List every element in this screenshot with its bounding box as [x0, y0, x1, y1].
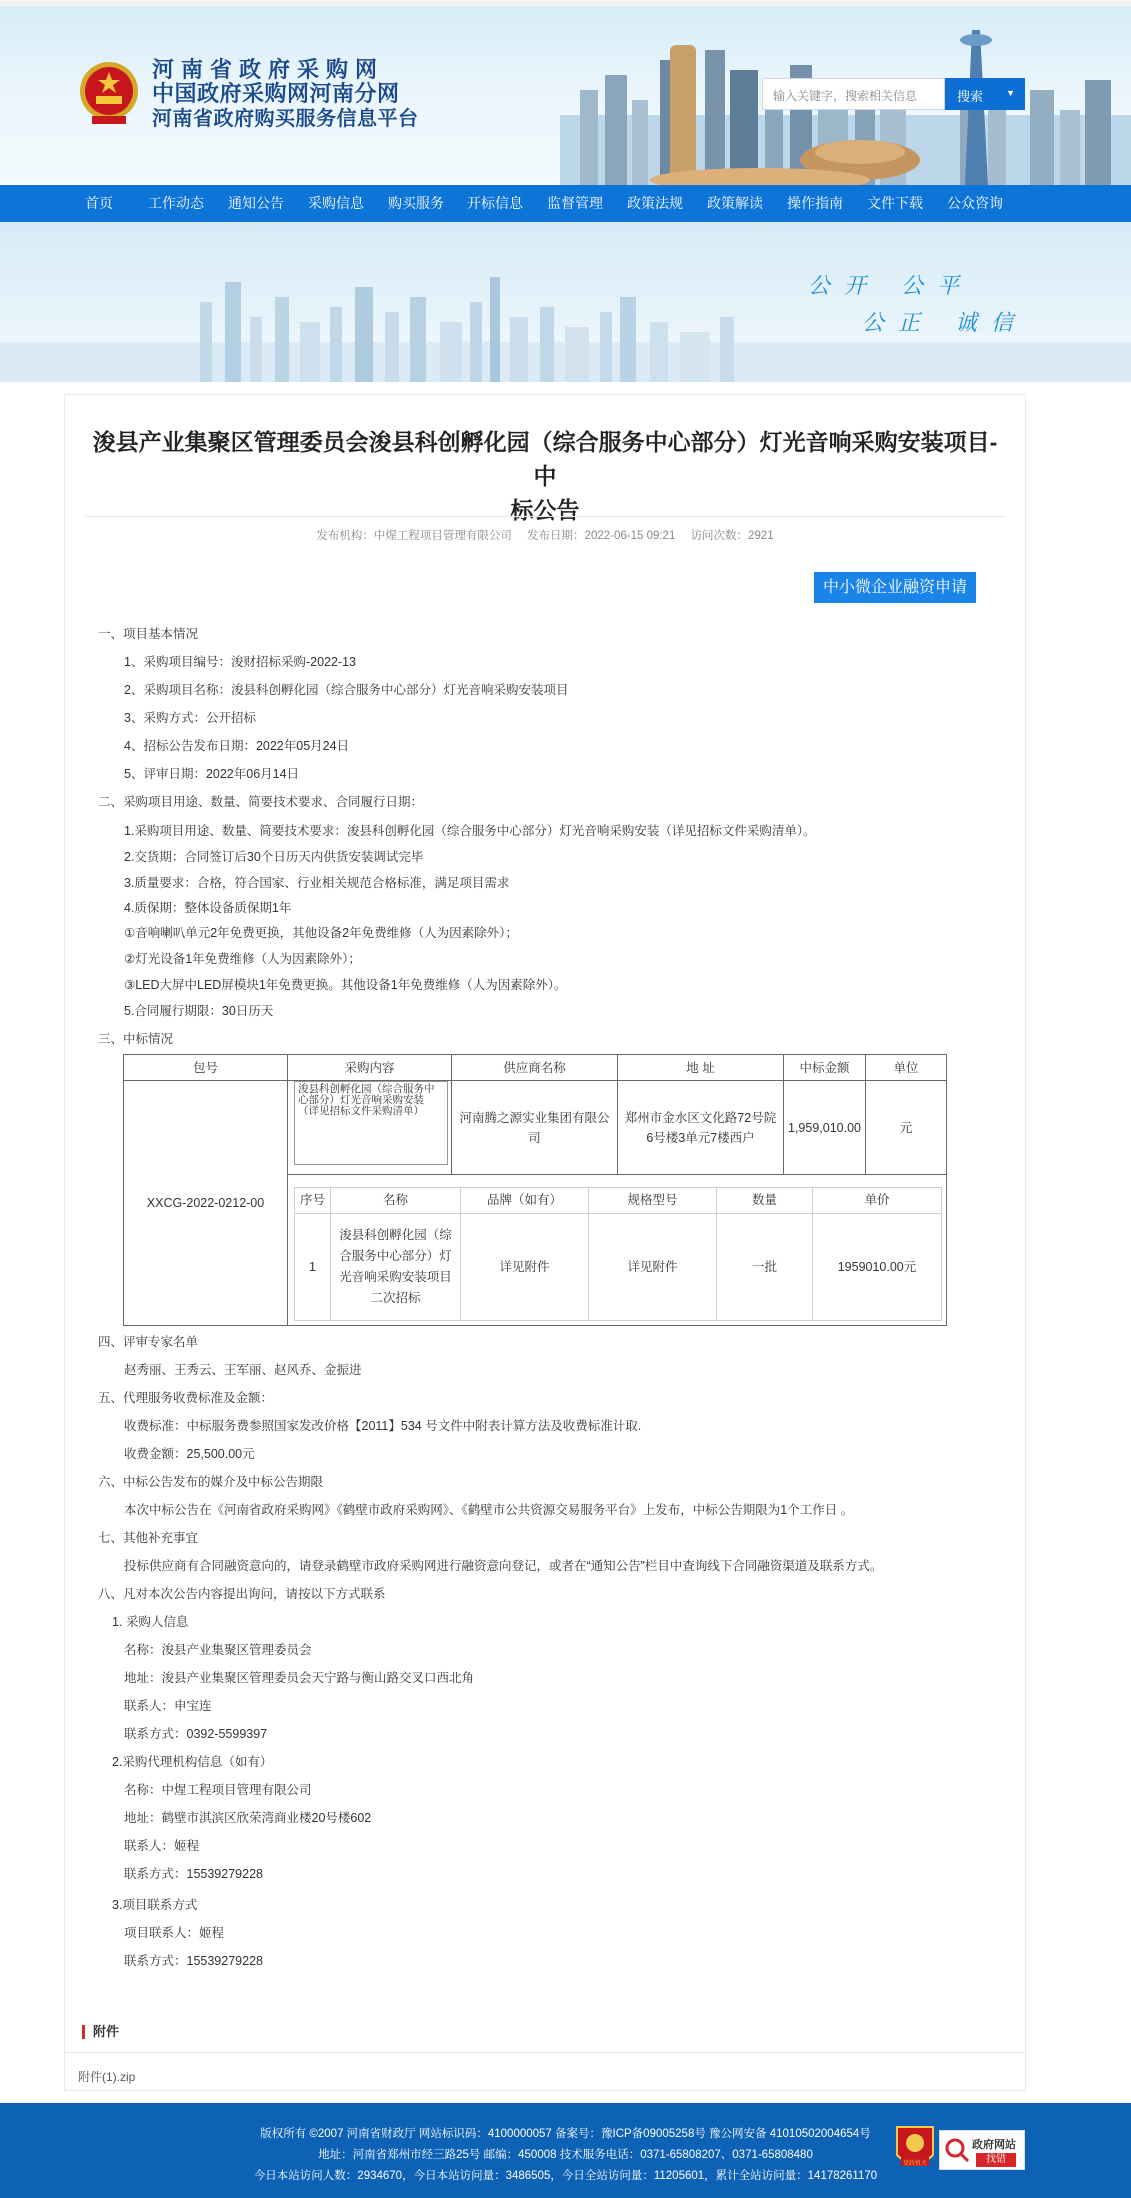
sub-cell-spec: 详见附件	[589, 1214, 717, 1320]
footer-copyright: 版权所有 ©2007 河南省财政厅 网站标识码：4100000057 备案号：豫ICP备09005258号 豫公网安备 41010502004654号	[260, 2128, 871, 2140]
national-emblem-icon	[78, 58, 140, 128]
body-line: 投标供应商有合同融资意向的，请登录鹤壁市政府采购网进行融资意向登记，或者在“通知公告”栏目中查询线下合同融资渠道及联系方式。	[124, 1559, 883, 1573]
visit-count: 访问次数：2921	[690, 530, 774, 542]
logo-line-3: 河南省政府购买服务信息平台	[152, 106, 419, 130]
nav-item-policy-interpretation[interactable]: 政策解读	[707, 195, 763, 211]
body-line: 联系人：申宝连	[124, 1699, 212, 1713]
publisher: 发布机构：中煋工程项目管理有限公司	[316, 530, 512, 542]
sub-heading: 1. 采购人信息	[112, 1615, 189, 1629]
gov-website-error-report-badge[interactable]	[939, 2130, 1025, 2170]
nav-item-bid-opening[interactable]: 开标信息	[467, 195, 523, 211]
article-title	[85, 425, 1005, 527]
body-line: 4.质保期：整体设备质保期1年	[124, 901, 292, 915]
top-strip	[0, 0, 1131, 6]
body-line: 3.质量要求：合格，符合国家、行业相关规范合格标准，满足项目需求	[124, 876, 510, 890]
sub-header-cell: 品牌（如有）	[461, 1188, 589, 1214]
nav-item-guide[interactable]: 操作指南	[787, 195, 843, 211]
sub-cell-brand: 详见附件	[461, 1214, 589, 1320]
body-line: 5、评审日期：2022年06月14日	[124, 767, 300, 781]
nav-item-purchase-services[interactable]: 购买服务	[388, 195, 444, 211]
sub-header-cell: 规格型号	[589, 1188, 717, 1214]
site-header	[0, 0, 1131, 185]
finance-apply-button[interactable]: 中小微企业融资申请	[814, 572, 976, 603]
attachment-link[interactable]: 附件(1).zip	[78, 2070, 136, 2084]
magnifier-icon	[944, 2137, 970, 2163]
divider	[64, 2052, 1026, 2053]
article-title-line-2: 标公告	[510, 497, 580, 523]
badge-label: 党政机关	[902, 2160, 928, 2167]
slogan-line-1: 公开 公平	[808, 274, 973, 299]
nav-item-policies[interactable]: 政策法规	[627, 195, 683, 211]
body-line: 赵秀丽、王秀云、王军丽、赵风乔、金振进	[124, 1363, 362, 1377]
body-line: 联系方式：15539279228	[124, 1867, 263, 1881]
footer-address: 地址：河南省郑州市经三路25号 邮编：450008 技术服务电话：0371-65808207、0371-65808480	[318, 2149, 813, 2161]
body-line: 名称：浚县产业集聚区管理委员会	[124, 1643, 312, 1657]
party-government-badge-icon[interactable]	[893, 2125, 937, 2173]
unit-cell: 元	[866, 1081, 946, 1175]
body-line: ②灯光设备1年免费维修（人为因素除外）；	[124, 952, 361, 966]
sub-heading: 2.采购代理机构信息（如有）	[112, 1755, 273, 1769]
main-nav	[0, 185, 1131, 222]
sub-header-cell: 单价	[813, 1188, 941, 1214]
nav-item-procurement-info[interactable]: 采购信息	[308, 195, 364, 211]
section-heading: 二、采购项目用途、数量、简要技术要求、合同履行日期：	[98, 795, 424, 809]
article-title-line-1: 浚县产业集聚区管理委员会浚县科创孵化园（综合服务中心部分）灯光音响采购安装项目-中	[92, 429, 998, 489]
search-input[interactable]: 输入关键字，搜索相关信息	[762, 78, 945, 110]
table-header-cell: 中标金额	[784, 1055, 866, 1081]
body-line: 收费标准：中标服务费参照国家发改价格【2011】534 号文件中附表计算方法及收费标准计取.	[124, 1419, 642, 1433]
body-line: 2.交货期：合同签订后30个日历天内供货安装调试完毕	[124, 850, 424, 864]
logo-line-1: 河南省政府采购网	[152, 57, 385, 83]
body-line: 2、采购项目名称：浚县科创孵化园（综合服务中心部分）灯光音响采购安装项目	[124, 683, 569, 697]
address-cell: 郑州市金水区文化路72号院6号楼3单元7楼西户	[618, 1081, 784, 1175]
body-line: 项目联系人：姬程	[124, 1926, 225, 1940]
table-header-cell: 供应商名称	[452, 1055, 618, 1081]
nav-item-downloads[interactable]: 文件下载	[867, 195, 923, 211]
nav-item-home[interactable]: 首页	[85, 195, 113, 211]
nav-item-consultation[interactable]: 公众咨询	[947, 195, 1003, 211]
body-line: 联系方式：15539279228	[124, 1954, 263, 1968]
table-header-cell: 采购内容	[288, 1055, 452, 1081]
sub-cell-quantity: 一批	[717, 1214, 813, 1320]
body-line: 1、采购项目编号：浚财招标采购-2022-13	[124, 655, 356, 669]
body-line: 3、采购方式：公开招标	[124, 711, 256, 725]
body-line: 4、招标公告发布日期：2022年05月24日	[124, 739, 350, 753]
site-logo-text[interactable]	[152, 58, 419, 130]
publish-date: 发布日期：2022-06-15 09:21	[527, 530, 676, 542]
table-header-cell: 单位	[866, 1055, 946, 1081]
search-button-label: 搜索	[957, 89, 984, 104]
section-heading: 七、其他补充事宜	[98, 1531, 199, 1545]
attachment-heading: 附件	[82, 2025, 119, 2039]
sub-header-cell: 序号	[295, 1188, 331, 1214]
body-line: ③LED大屏中LED屏模块1年免费更换。其他设备1年免费维修（人为因素除外）。	[124, 978, 567, 992]
footer-stats: 今日本站访问人数：2934670，今日本站访问量：3486505，今日全站访问量：11205601，累计全站访问量：14178261170	[253, 2170, 878, 2182]
section-heading: 三、中标情况	[98, 1032, 174, 1046]
body-line: 5.合同履行期限：30日历天	[124, 1004, 274, 1018]
body-line: 1.采购项目用途、数量、简要技术要求：浚县科创孵化园（综合服务中心部分）灯光音响采购安装（详见招标文件采购清单）。	[124, 824, 816, 838]
section-heading: 四、评审专家名单	[98, 1335, 199, 1349]
badge-title: 政府网站	[972, 2139, 1016, 2151]
body-line: 地址：鹤壁市淇滨区欣荣湾商业楼20号楼602	[124, 1811, 372, 1825]
search-button[interactable]	[945, 78, 1025, 110]
table-header-cell: 包号	[124, 1055, 288, 1081]
section-heading: 八、凡对本次公告内容提出询问，请按以下方式联系	[98, 1587, 386, 1601]
section-heading: 五、代理服务收费标准及金额：	[98, 1391, 274, 1405]
sub-cell-name: 浚县科创孵化园（综合服务中心部分）灯光音响采购安装项目二次招标	[331, 1214, 461, 1320]
nav-item-notices[interactable]: 通知公告	[228, 195, 284, 211]
logo-line-2: 中国政府采购网河南分网	[152, 81, 400, 107]
article-meta	[85, 516, 1005, 543]
sub-header-cell: 名称	[331, 1188, 461, 1214]
body-line: ①音响喇叭单元2年免费更换，其他设备2年免费维修（人为因素除外）；	[124, 926, 518, 940]
section-heading: 一、项目基本情况	[98, 627, 199, 641]
body-line: 联系方式：0392-5599397	[124, 1727, 268, 1741]
sub-cell-price: 1959010.00元	[837, 1259, 917, 1274]
content-textarea[interactable]: 浚县科创孵化园（综合服务中心部分）灯光音响采购安装（详见招标文件采购清单）	[294, 1081, 448, 1165]
section-heading: 六、中标公告发布的媒介及中标公告期限	[98, 1475, 324, 1489]
sub-header-cell: 数量	[717, 1188, 813, 1214]
table-header-cell: 地 址	[618, 1055, 784, 1081]
body-line: 联系人：姬程	[124, 1839, 200, 1853]
slogan-line-2: 公正 诚信	[862, 311, 1027, 336]
award-result-table	[123, 1054, 947, 1326]
body-line: 本次中标公告在《河南省政府采购网》《鹤壁市政府采购网》、《鹤壁市公共资源交易服务平台》上发布，中标公告期限为1个工作日 。	[124, 1503, 854, 1517]
sub-cell-index: 1	[295, 1214, 331, 1320]
body-line: 收费金额：25,500.00元	[124, 1447, 255, 1461]
sub-heading: 3.项目联系方式	[112, 1898, 198, 1912]
body-line: 地址：浚县产业集聚区管理委员会天宁路与衡山路交叉口西北角	[124, 1671, 475, 1685]
item-detail-table	[294, 1187, 942, 1321]
nav-item-supervision[interactable]: 监督管理	[547, 195, 603, 211]
package-number-cell: XXCG-2022-0212-00	[124, 1081, 288, 1325]
chevron-down-icon[interactable]: ▼	[1006, 88, 1015, 98]
amount-cell: 1,959,010.00	[784, 1081, 866, 1175]
badge-subtitle: 找错	[976, 2153, 1016, 2167]
body-line: 名称：中煋工程项目管理有限公司	[124, 1783, 312, 1797]
supplier-cell: 河南腾之源实业集团有限公司	[452, 1081, 618, 1175]
nav-item-work-news[interactable]: 工作动态	[148, 195, 204, 211]
banner	[0, 222, 1131, 382]
